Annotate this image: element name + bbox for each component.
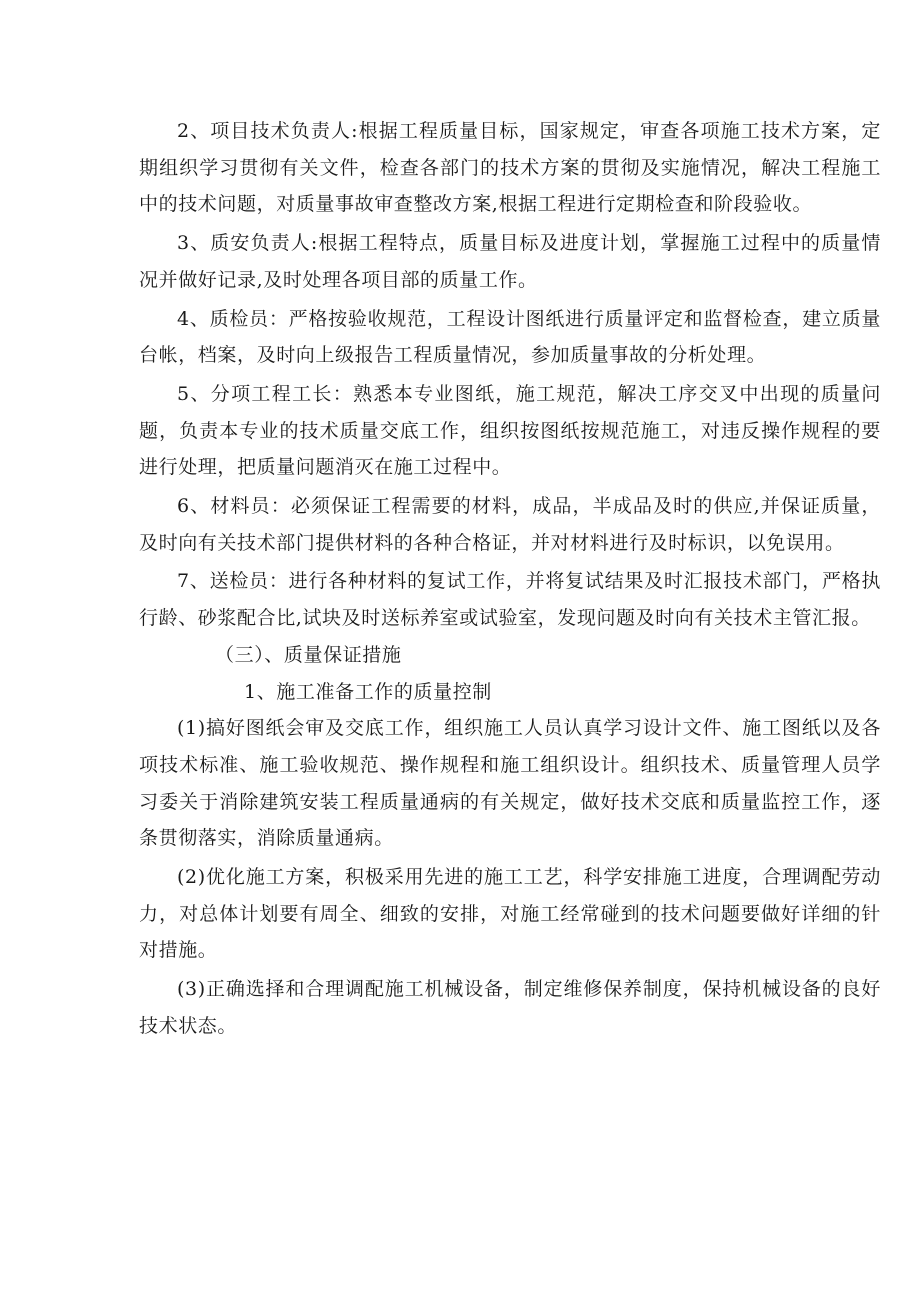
document-body <box>139 113 881 1045</box>
list-item-machinery: (3)正确选择和合理调配施工机械设备，制定维修保养制度，保持机械设备的良好技术状态。 <box>139 978 881 1037</box>
list-item-drawing-review: (1)搞好图纸会审及交底工作，组织施工人员认真学习设计文件、施工图纸以及各项技术标准、施工验收规范、操作规程和施工组织设计。组织技术、质量管理人员学习委关于消除建筑安装工程质量通病的有关规定，做好技术交底和质量监控工作，逐条贯彻落实，消除质量通病。 <box>139 717 881 850</box>
section-heading: （三）、质量保证措施 <box>215 643 402 666</box>
paragraph-project-technical-lead: 2、项目技术负责人:根据工程质量目标，国家规定，审查各项施工技术方案，定期组织学习贯彻有关文件，检查各部门的技术方案的贯彻及实施情况，解决工程施工中的技术问题，对质量事故审查整改方案,根据工程进行定期检查和阶段验收。 <box>139 120 881 216</box>
subsection-heading: 1、施工准备工作的质量控制 <box>244 680 492 703</box>
paragraph-quality-inspector: 4、质检员：严格按验收规范，工程设计图纸进行质量评定和监督检查，建立质量台帐，档案，及时向上级报告工程质量情况，参加质量事故的分析处理。 <box>139 307 881 367</box>
paragraph-materials-officer: 6、材料员：必须保证工程需要的材料，成品，半成品及时的供应,并保证质量，及时向有关技术部门提供材料的各种合格证，并对材料进行及时标识，以免误用。 <box>139 495 881 554</box>
paragraph-quality-safety-lead: 3、质安负责人:根据工程特点，质量目标及进度计划，掌握施工过程中的质量情况并做好记录,及时处理各项目部的质量工作。 <box>139 232 881 291</box>
list-item-construction-plan: (2)优化施工方案，积极采用先进的施工工艺，科学安排施工进度，合理调配劳动力，对总体计划要有周全、细致的安排，对施工经常碰到的技术问题要做好详细的针对措施。 <box>139 866 881 962</box>
paragraph-subproject-foreman: 5、分项工程工长：熟悉本专业图纸，施工规范，解决工序交叉中出现的质量问题，负责本专业的技术质量交底工作，组织按图纸按规范施工，对违反操作规程的要进行处理，把质量问题消灭在施工过程中。 <box>139 382 881 479</box>
paragraph-sample-submitter: 7、送检员：进行各种材料的复试工作，并将复试结果及时汇报技术部门，严格执行龄、砂浆配合比,试块及时送标养室或试验室，发现问题及时向有关技术主管汇报。 <box>139 570 881 630</box>
